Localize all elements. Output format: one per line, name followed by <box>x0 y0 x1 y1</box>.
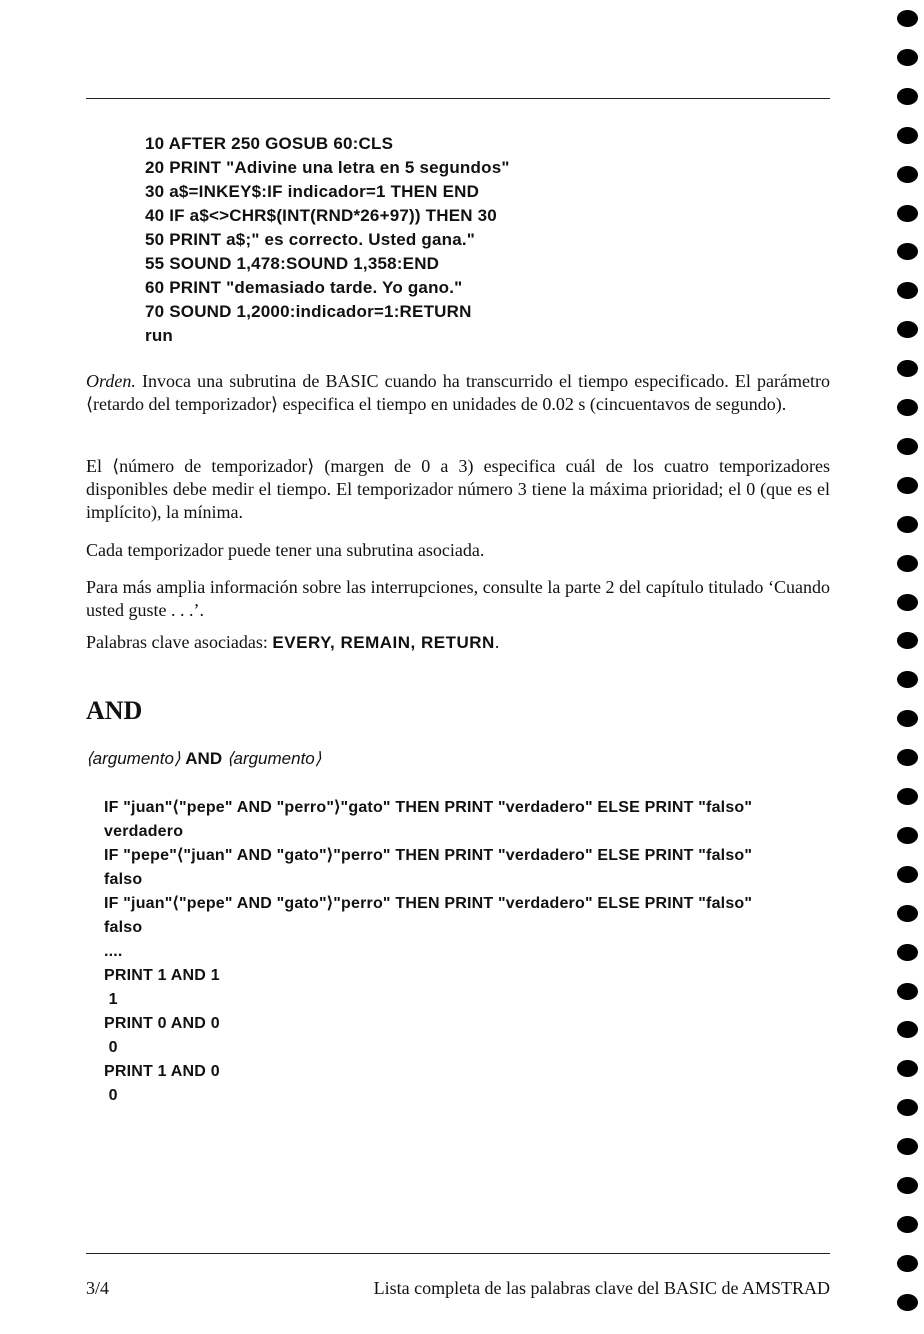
top-rule <box>86 98 830 99</box>
binder-hole <box>897 1255 918 1272</box>
binder-hole <box>897 1216 918 1233</box>
code-line: 60 PRINT "demasiado tarde. Yo gano." <box>145 278 463 297</box>
syntax-argument: ⟨argumento⟩ <box>226 749 322 768</box>
binder-hole <box>897 983 918 1000</box>
binder-hole <box>897 1177 918 1194</box>
syntax-keyword: AND <box>185 749 223 768</box>
timer-number-paragraph: El ⟨número de temporizador⟩ (margen de 0 a 3) especifica cuál de los cuatro temporizadores disponibles debe medir el tiempo. El temporizador número 3 tiene la máxima prioridad; el 0 (que es el implícito), la mínima. <box>86 456 830 522</box>
code-line: run <box>145 326 173 345</box>
binder-hole <box>897 10 918 27</box>
example-line: 0 <box>104 1087 118 1104</box>
description-lead: Orden. <box>86 371 136 391</box>
example-line: PRINT 0 AND 0 <box>104 1015 220 1032</box>
binder-hole <box>897 594 918 611</box>
example-line: 0 <box>104 1039 118 1056</box>
code-listing <box>145 132 510 348</box>
binder-hole <box>897 243 918 260</box>
example-line: PRINT 1 AND 1 <box>104 967 220 984</box>
binder-hole <box>897 49 918 66</box>
code-line: 10 AFTER 250 GOSUB 60:CLS <box>145 134 394 153</box>
binder-hole <box>897 827 918 844</box>
and-syntax <box>86 749 321 769</box>
code-line: 20 PRINT "Adivine una letra en 5 segundos" <box>145 158 510 177</box>
page-number: 3/4 <box>86 1278 110 1298</box>
binder-hole <box>897 205 918 222</box>
binder-hole <box>897 788 918 805</box>
example-line: falso <box>104 919 143 936</box>
binder-hole <box>897 166 918 183</box>
code-line: 40 IF a$<>CHR$(INT(RND*26+97)) THEN 30 <box>145 206 497 225</box>
description-paragraph <box>86 370 830 416</box>
bottom-rule <box>86 1253 830 1254</box>
related-keywords-label: Palabras clave asociadas: <box>86 632 273 652</box>
binder-hole <box>897 632 918 649</box>
syntax-argument: ⟨argumento⟩ <box>86 749 181 768</box>
binder-hole <box>897 1060 918 1077</box>
binder-holes <box>895 0 924 1334</box>
example-line: verdadero <box>104 823 184 840</box>
binder-hole <box>897 321 918 338</box>
binder-hole <box>897 1138 918 1155</box>
example-line: .... <box>104 943 123 960</box>
example-line: IF "pepe"⟨"juan" AND "gato"⟩"perro" THEN PRINT "verdadero" ELSE PRINT "falso" <box>104 847 753 864</box>
interrupts-paragraph: Para más amplia información sobre las interrupciones, consulte la parte 2 del capítulo titulado ‘Cuando usted guste . . .’. <box>86 577 830 620</box>
binder-hole <box>897 944 918 961</box>
related-keywords: Palabras clave asociadas: EVERY, REMAIN, RETURN. <box>86 632 500 652</box>
code-line: 30 a$=INKEY$:IF indicador=1 THEN END <box>145 182 480 201</box>
binder-hole <box>897 710 918 727</box>
binder-hole <box>897 671 918 688</box>
footer-title: Lista completa de las palabras clave del BASIC de AMSTRAD <box>373 1278 830 1298</box>
example-line: falso <box>104 871 143 888</box>
example-line: IF "juan"⟨"pepe" AND "gato"⟩"perro" THEN PRINT "verdadero" ELSE PRINT "falso" <box>104 895 753 912</box>
binder-hole <box>897 749 918 766</box>
binder-hole <box>897 282 918 299</box>
subroutine-paragraph: Cada temporizador puede tener una subrutina asociada. <box>86 540 485 560</box>
binder-hole <box>897 88 918 105</box>
binder-hole <box>897 516 918 533</box>
binder-hole <box>897 477 918 494</box>
code-line: 55 SOUND 1,478:SOUND 1,358:END <box>145 254 440 273</box>
section-heading: AND <box>86 696 143 725</box>
binder-hole <box>897 438 918 455</box>
code-line: 70 SOUND 1,2000:indicador=1:RETURN <box>145 302 472 321</box>
example-line: PRINT 1 AND 0 <box>104 1063 220 1080</box>
binder-hole <box>897 399 918 416</box>
and-examples <box>104 796 752 1108</box>
binder-hole <box>897 905 918 922</box>
description-text: Invoca una subrutina de BASIC cuando ha transcurrido el tiempo especificado. El parámetro ⟨retardo del temporizador⟩ especifica el tiempo en unidades de 0.02 s (cincuentavos de segundo). <box>86 371 830 414</box>
binder-hole <box>897 1099 918 1116</box>
binder-hole <box>897 1294 918 1311</box>
related-keywords-list: EVERY, REMAIN, RETURN <box>272 633 495 652</box>
example-line: 1 <box>104 991 118 1008</box>
example-line: IF "juan"⟨"pepe" AND "perro"⟩"gato" THEN PRINT "verdadero" ELSE PRINT "falso" <box>104 799 753 816</box>
code-line: 50 PRINT a$;" es correcto. Usted gana." <box>145 230 476 249</box>
binder-hole <box>897 360 918 377</box>
binder-hole <box>897 555 918 572</box>
binder-hole <box>897 127 918 144</box>
binder-hole <box>897 866 918 883</box>
binder-hole <box>897 1021 918 1038</box>
